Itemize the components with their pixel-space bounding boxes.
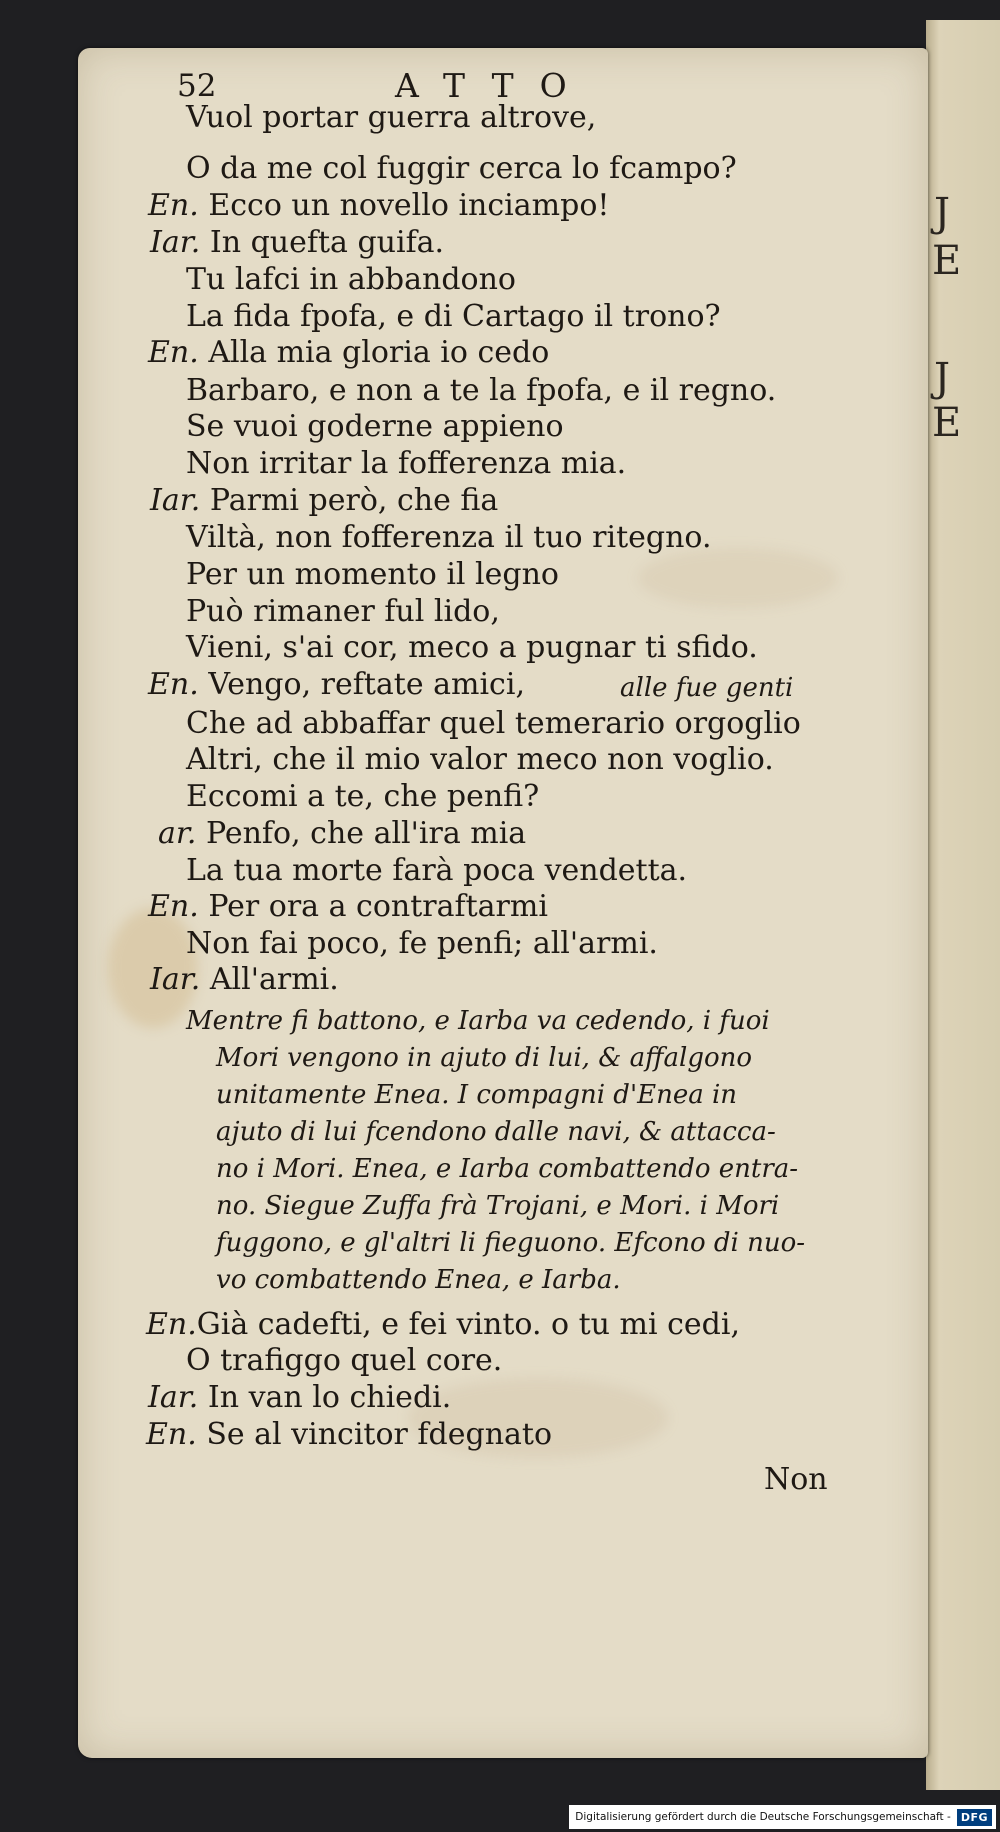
verse-text: In van lo chiedi.	[207, 1380, 452, 1415]
dfg-logo: DFG	[957, 1809, 992, 1826]
verse-line	[150, 225, 444, 261]
verse-line	[186, 594, 500, 630]
verse-line	[186, 409, 564, 445]
speaker-label: Iar.	[150, 225, 201, 260]
verse-text: O da me col fuggir cerca lo fcampo?	[186, 151, 737, 186]
paper-stain	[638, 548, 838, 608]
verse-text: Parmi però, che fia	[209, 483, 499, 518]
verse-line	[148, 667, 525, 703]
verse-line	[186, 100, 596, 136]
adjacent-page-fragment: E	[932, 238, 962, 284]
verse-text: Vieni, s'ai cor, meco a pugnar ti sfido.	[186, 630, 758, 665]
verse-text: Non fai poco, fe penfi; all'armi.	[186, 926, 658, 961]
adjacent-page-fragment: J	[934, 190, 951, 236]
speaker-label: En.	[148, 667, 199, 702]
verse-text: Tu lafci in abbandono	[186, 262, 516, 297]
verse-text: Vengo, reftate amici,	[208, 667, 525, 702]
verse-line	[158, 816, 526, 852]
speaker-label: En.	[148, 889, 199, 924]
verse-line	[146, 1417, 552, 1453]
verse-line	[186, 373, 776, 409]
verse-text: Penfo, che all'ira mia	[206, 816, 527, 851]
speaker-label: ar.	[158, 816, 197, 851]
verse-text: Alla mia gloria io cedo	[208, 335, 550, 370]
verse-text: Che ad abbaffar quel temerario orgoglio	[186, 706, 801, 741]
speaker-label: Iar.	[148, 1380, 199, 1415]
stage-direction-line: ajuto di lui fcendono dalle navi, & attacca-	[216, 1117, 776, 1147]
verse-line	[186, 630, 758, 666]
verse-text: Viltà, non fofferenza il tuo ritegno.	[186, 520, 712, 555]
credit-text: Digitalisierung gefördert durch die Deutsche Forschungsgemeinschaft -	[575, 1811, 951, 1823]
verse-text: Altri, che il mio valor meco non voglio.	[186, 742, 774, 777]
verse-text: Se vuoi goderne appieno	[186, 409, 564, 444]
digitization-credit	[569, 1805, 996, 1829]
verse-line	[150, 962, 339, 998]
verse-text: Già cadefti, e fei vinto. o tu mi cedi,	[196, 1307, 741, 1342]
stage-aside: alle fue genti	[620, 673, 794, 703]
speaker-label: Iar.	[150, 483, 201, 518]
verse-line	[150, 483, 498, 519]
stage-direction-line: Mori vengono in ajuto di lui, & affalgono	[216, 1043, 753, 1073]
catchword: Non	[764, 1462, 828, 1497]
speaker-label: En.	[146, 1417, 197, 1452]
verse-text: Non irritar la fofferenza mia.	[186, 446, 627, 481]
speaker-label: En.	[146, 1307, 197, 1342]
speaker-label: En.	[148, 335, 199, 370]
verse-text: In quefta guifa.	[209, 225, 445, 260]
stage-direction-line: vo combattendo Enea, e Iarba.	[216, 1265, 621, 1295]
verse-line	[148, 1380, 451, 1416]
speaker-label: Iar.	[150, 962, 201, 997]
verse-line	[186, 779, 539, 815]
verse-text: All'armi.	[209, 962, 339, 997]
verse-line	[148, 889, 548, 925]
verse-text: O trafiggo quel core.	[186, 1343, 503, 1378]
verse-line	[186, 299, 721, 335]
verse-text: La fida fpofa, e di Cartago il trono?	[186, 299, 721, 334]
verse-text: Barbaro, e non a te la fpofa, e il regno.	[186, 373, 777, 408]
page-number: 52	[177, 68, 217, 104]
verse-line	[186, 557, 559, 593]
stage-direction-line: unitamente Enea. I compagni d'Enea in	[216, 1080, 738, 1110]
verse-text: Per ora a contraftarmi	[208, 889, 548, 924]
verse-line	[186, 520, 712, 556]
verse-text: Eccomi a te, che penfi?	[186, 779, 540, 814]
verse-line	[186, 853, 687, 889]
stage-direction-line: no i Mori. Enea, e Iarba combattendo entra-	[216, 1154, 799, 1184]
verse-line	[186, 742, 774, 778]
verse-line	[146, 1307, 740, 1343]
verse-line	[148, 335, 549, 371]
verse-line	[186, 151, 737, 187]
verse-text: Vuol portar guerra altrove,	[186, 100, 597, 135]
verse-line	[186, 262, 516, 298]
verse-text: Può rimaner ful lido,	[186, 594, 500, 629]
stage-direction-line: no. Siegue Zuffa frà Trojani, e Mori. i Mori	[216, 1191, 780, 1221]
running-head: ATTO	[395, 66, 593, 105]
verse-text: Ecco un novello inciampo!	[208, 188, 610, 223]
verse-line	[186, 446, 626, 482]
adjacent-page-fragment: J	[934, 355, 951, 401]
verse-line	[186, 706, 801, 742]
stage-direction-line: Mentre fi battono, e Iarba va cedendo, i fuoi	[186, 1006, 770, 1036]
verse-text: La tua morte farà poca vendetta.	[186, 853, 688, 888]
verse-text: Se al vincitor fdegnato	[206, 1417, 553, 1452]
speaker-label: En.	[148, 188, 199, 223]
verse-text: Per un momento il legno	[186, 557, 559, 592]
verse-line	[186, 926, 658, 962]
verse-line	[186, 1343, 502, 1379]
adjacent-page-edge	[926, 20, 1000, 1790]
stage-direction-line: fuggono, e gl'altri li fieguono. Efcono di nuo-	[216, 1228, 806, 1258]
adjacent-page-fragment: E	[932, 400, 962, 446]
verse-line	[148, 188, 609, 224]
